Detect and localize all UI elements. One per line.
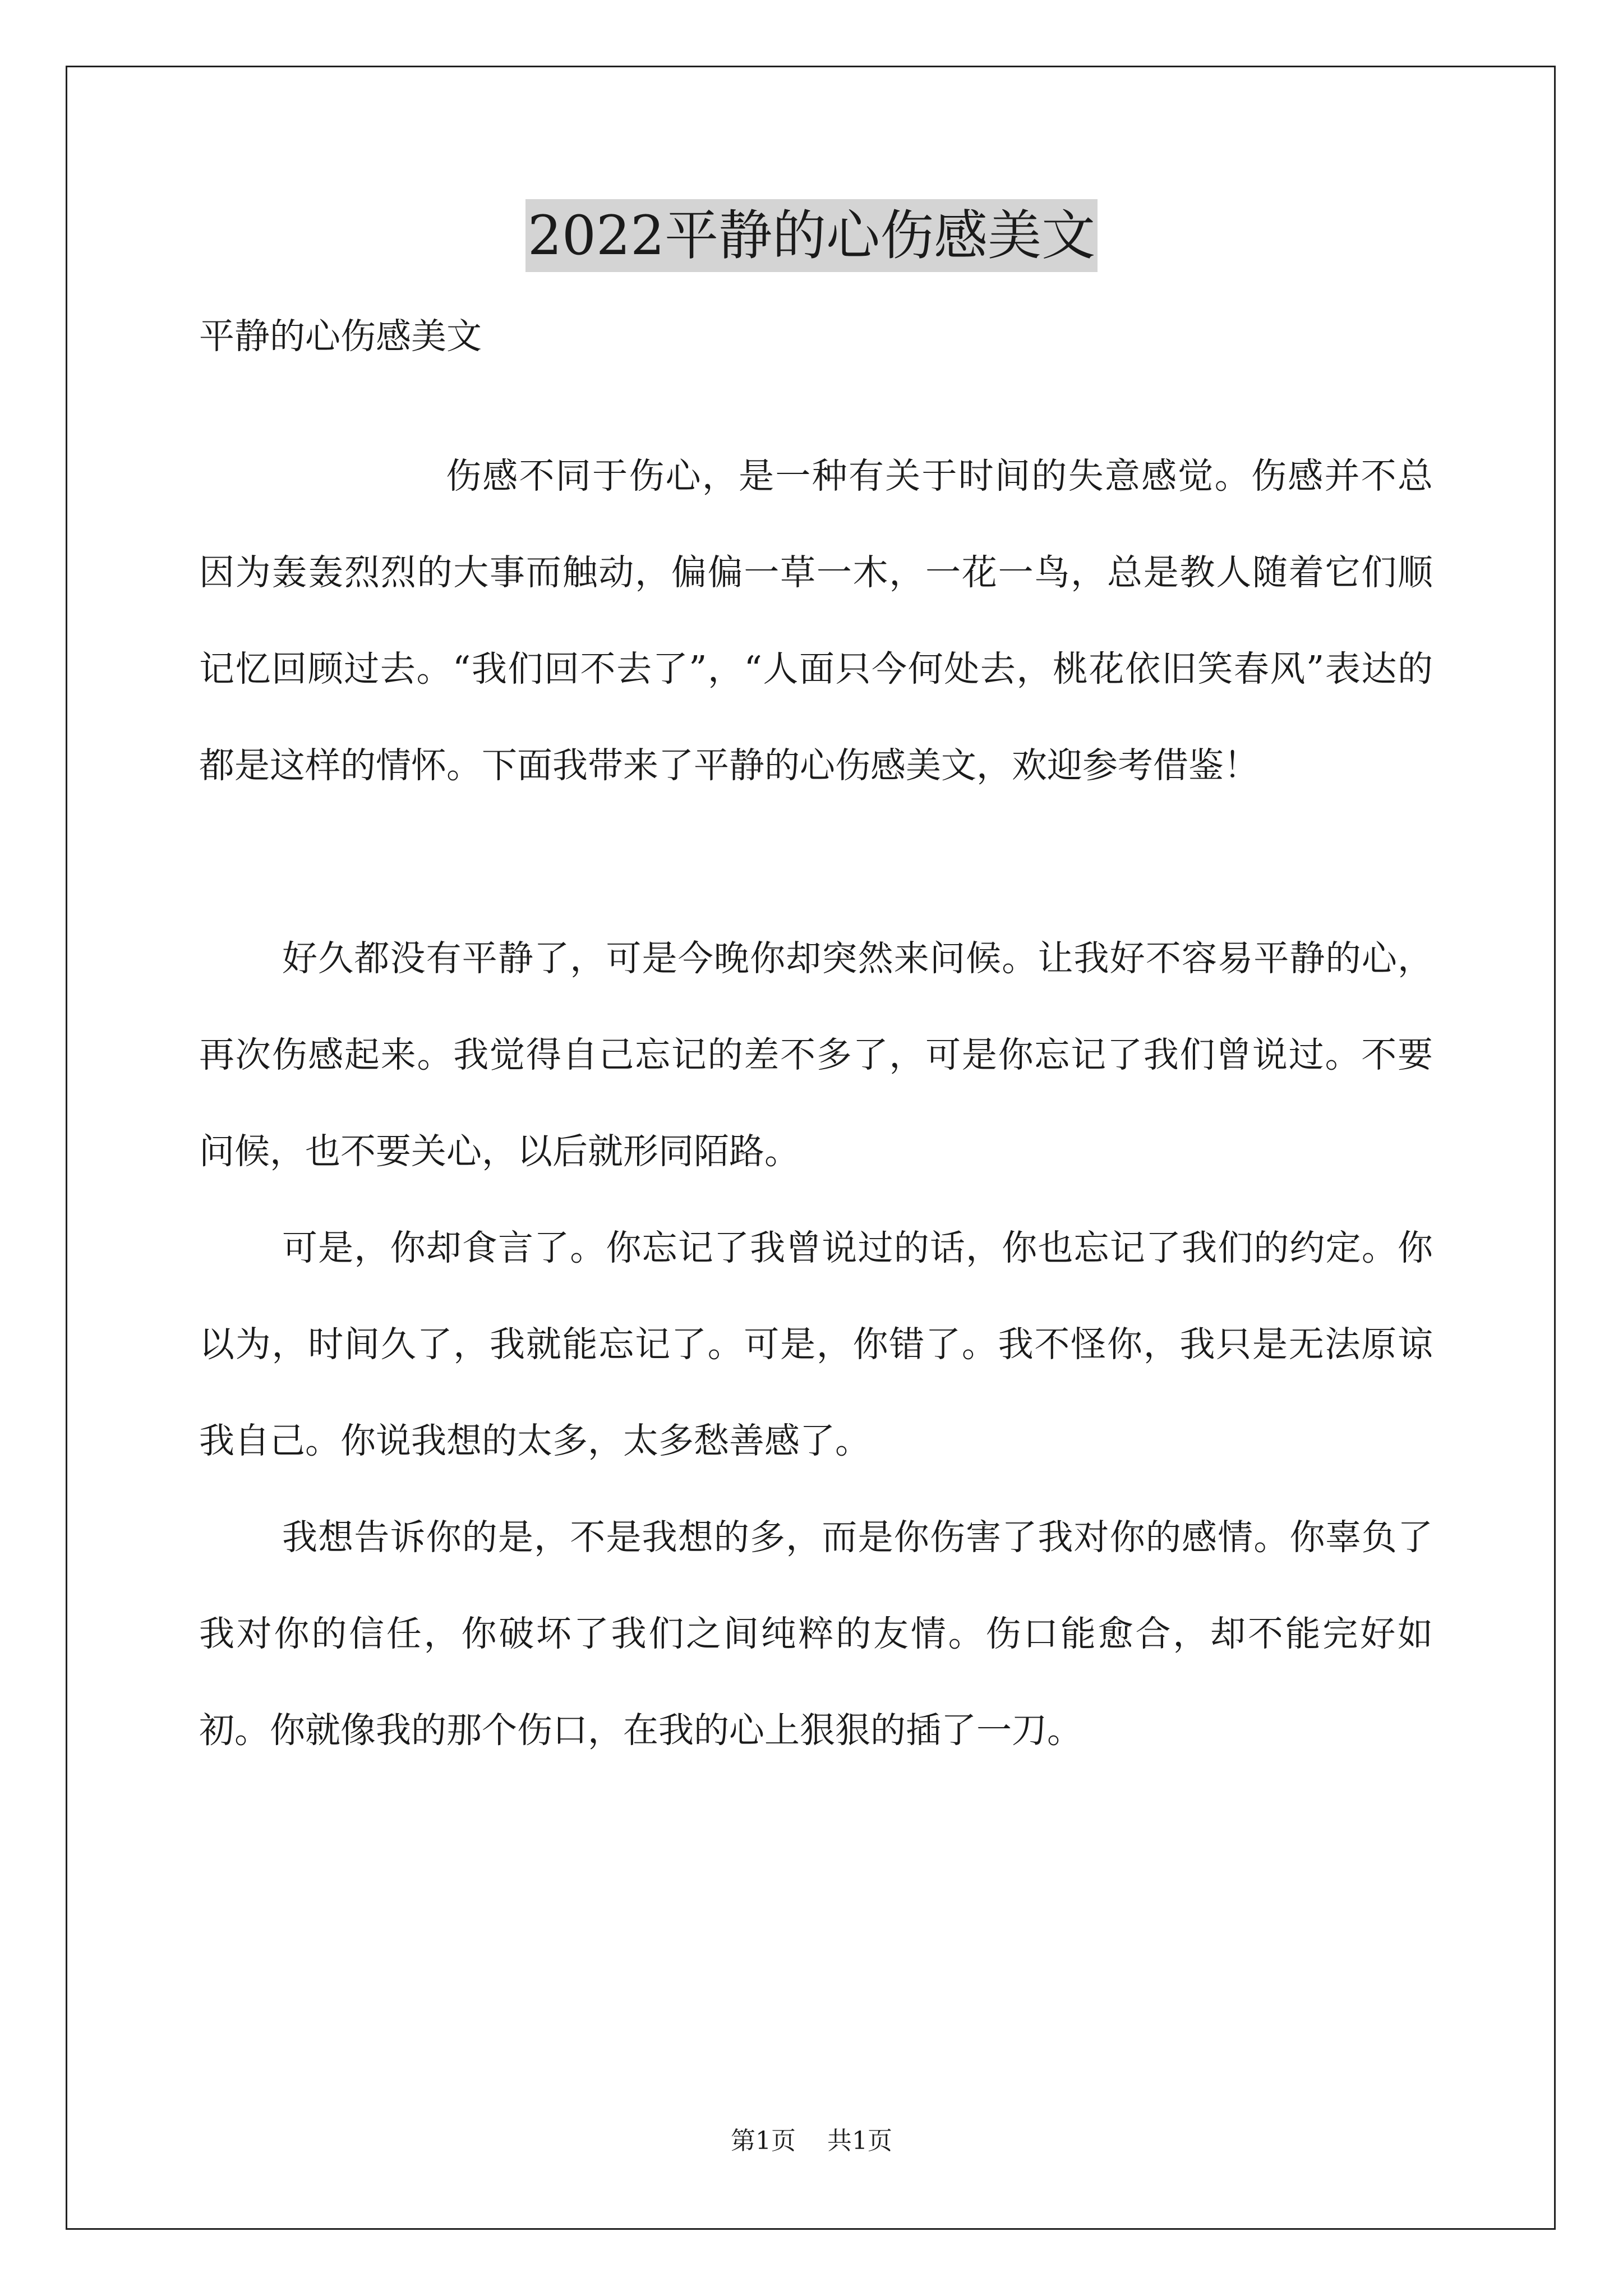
body-paragraph-1: 好久都没有平静了，可是今晚你却突然来问候。让我好不容易平静的心，再次伤感起来。我觉得自己忘记的差不多了，可是你忘记了我们曾说过。不要问候，也不要关心，以后就形同陌路。 — [199, 938, 1433, 1172]
body-paragraph-2: 可是，你却食言了。你忘记了我曾说过的话，你也忘记了我们的约定。你以为，时间久了，我就能忘记了。可是，你错了。我不怪你，我只是无法原谅我自己。你说我想的太多，太多愁善感了。 — [199, 1227, 1433, 1461]
page-footer: 第1页 共1页 — [731, 2127, 892, 2155]
paragraph-spacer — [199, 814, 1433, 910]
body-paragraph-3: 我想告诉你的是，不是我想的多，而是你伤害了我对你的感情。你辜负了我对你的信任，你破坏了我们之间纯粹的友情。伤口能愈合，却不能完好如初。你就像我的那个伤口，在我的心上狠狠的插了一刀。 — [199, 1517, 1433, 1751]
document-title-text: 2022平静的心伤感美文 — [525, 199, 1098, 272]
document-subtitle: 平静的心伤感美文 — [199, 316, 482, 357]
intro-paragraph: 伤感不同于伤心，是一种有关于时间的失意感觉。伤感并不总因为轰轰烈烈的大事而触动，偏偏一草一木，一花一鸟，总是教人随着它们顺记忆回顾过去。“我们回不去了”，“人面只今何处去，桃花依旧笑春风”表达的都是这样的情怀。下面我带来了平静的心伤感美文，欢迎参考借鉴！ — [199, 455, 1433, 786]
document-title — [0, 199, 1623, 272]
document-body — [199, 311, 1433, 1779]
